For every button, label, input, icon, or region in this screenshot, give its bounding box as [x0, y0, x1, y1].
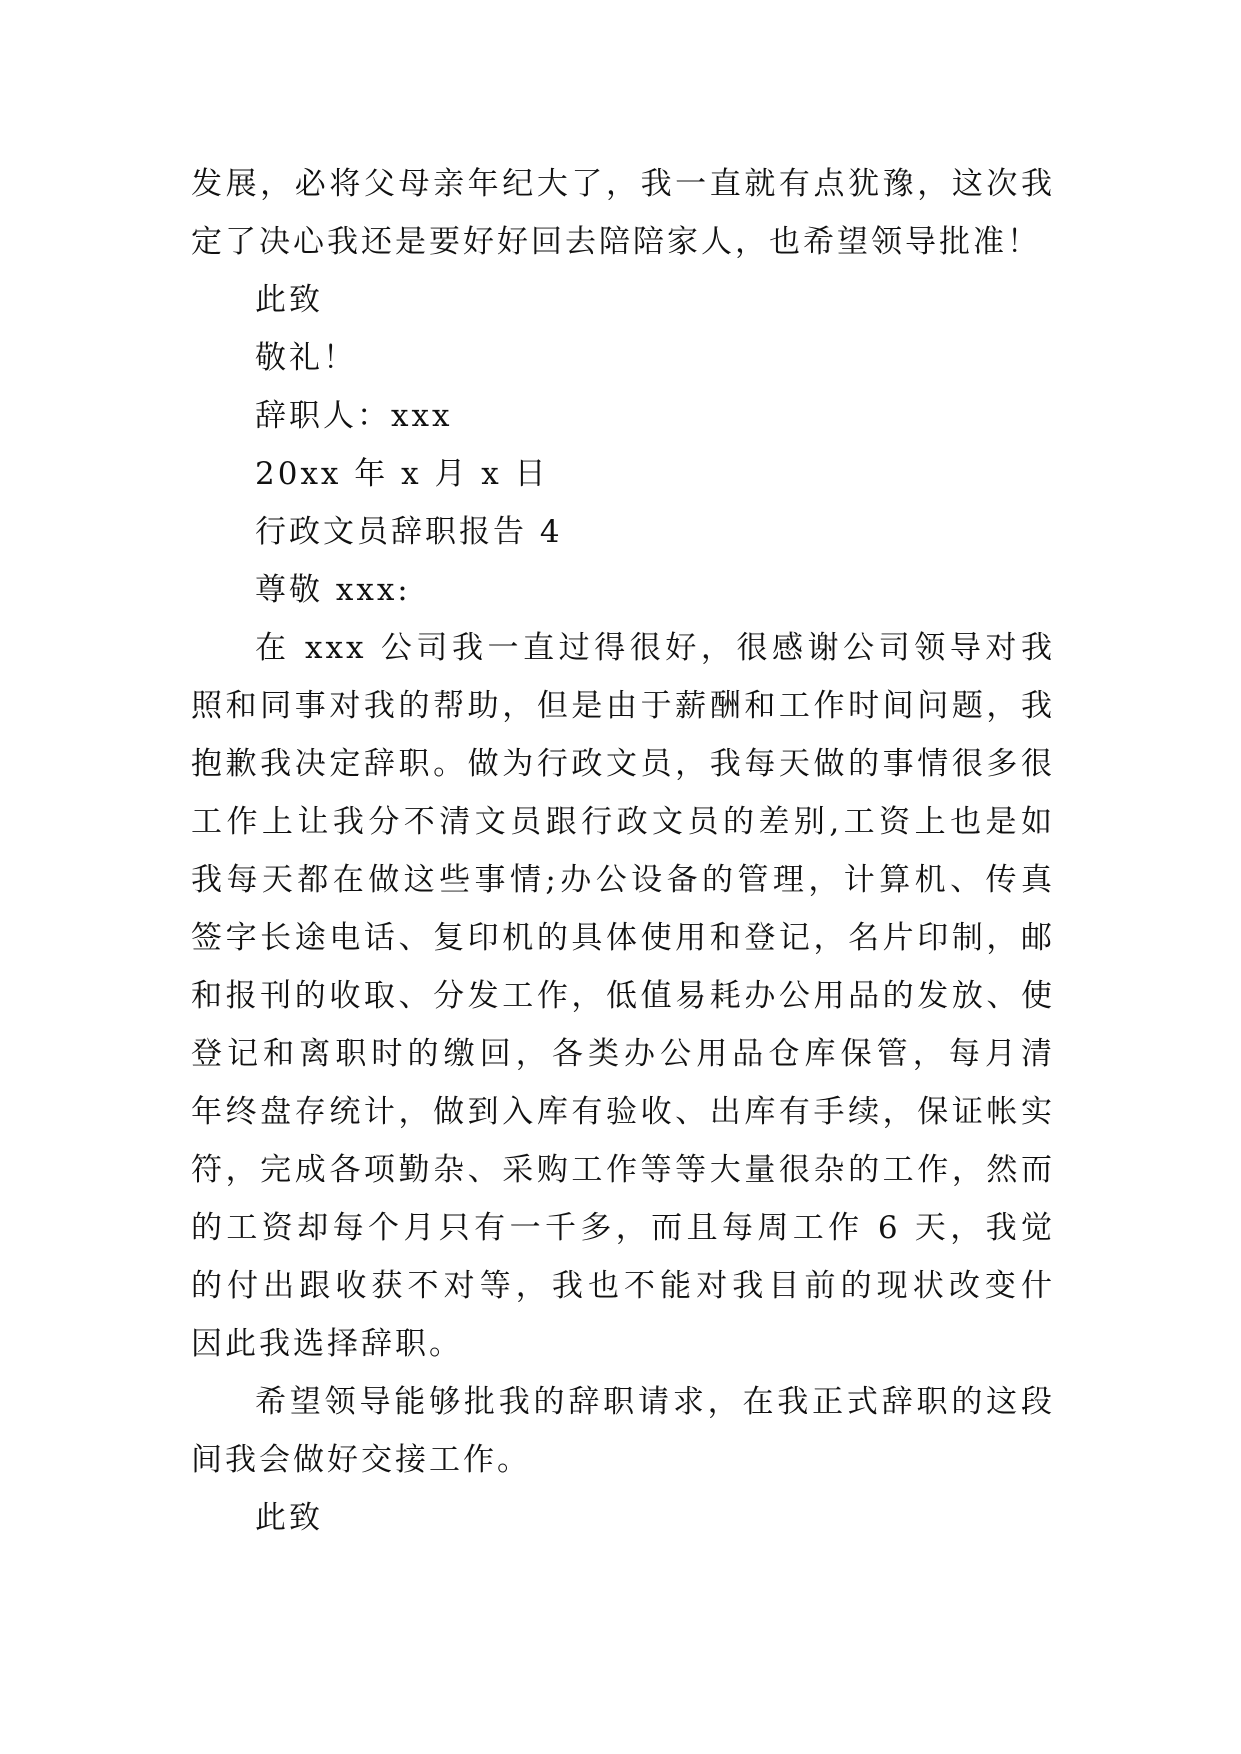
date-line: 20xx 年 x 月 x 日	[255, 456, 549, 492]
body-line: 照和同事对我的帮助，但是由于薪酬和工作时间问题，我	[191, 688, 1055, 724]
signature-line: 辞职人：xxx	[255, 398, 453, 434]
body-line: 和报刊的收取、分发工作，低值易耗办公用品的发放、使	[191, 978, 1055, 1014]
closing-salutation: 此致	[255, 1500, 323, 1536]
body-line: 符，完成各项勤杂、采购工作等等大量很杂的工作，然而	[191, 1152, 1055, 1188]
body-line: 因此我选择辞职。	[191, 1326, 463, 1362]
body-line: 登记和离职时的缴回，各类办公用品仓库保管，每月清	[191, 1036, 1055, 1072]
body-line: 发展，必将父母亲年纪大了，我一直就有点犹豫，这次我	[191, 166, 1055, 202]
body-line: 我每天都在做这些事情;办公设备的管理，计算机、传真	[191, 862, 1055, 898]
body-line: 的付出跟收获不对等，我也不能对我目前的现状改变什	[191, 1268, 1055, 1304]
body-line: 间我会做好交接工作。	[191, 1442, 531, 1478]
closing-regards: 敬礼！	[255, 340, 357, 376]
closing-salutation: 此致	[255, 282, 323, 318]
body-line: 的工资却每个月只有一千多，而且每周工作 6 天，我觉	[191, 1210, 1055, 1246]
section-title: 行政文员辞职报告 4	[255, 514, 563, 550]
body-line: 抱歉我决定辞职。做为行政文员，我每天做的事情很多很	[191, 746, 1055, 782]
body-line: 在 xxx 公司我一直过得很好，很感谢公司领导对我	[255, 630, 1055, 666]
body-line: 签字长途电话、复印机的具体使用和登记，名片印制，邮	[191, 920, 1055, 956]
greeting-line: 尊敬 xxx:	[255, 572, 411, 608]
body-line: 年终盘存统计，做到入库有验收、出库有手续，保证帐实	[191, 1094, 1055, 1130]
body-line: 定了决心我还是要好好回去陪陪家人，也希望领导批准！	[191, 224, 1041, 260]
letter-body	[191, 155, 1055, 1547]
body-line: 希望领导能够批我的辞职请求，在我正式辞职的这段	[255, 1384, 1055, 1420]
body-line: 工作上让我分不清文员跟行政文员的差别,工资上也是如	[191, 804, 1055, 840]
